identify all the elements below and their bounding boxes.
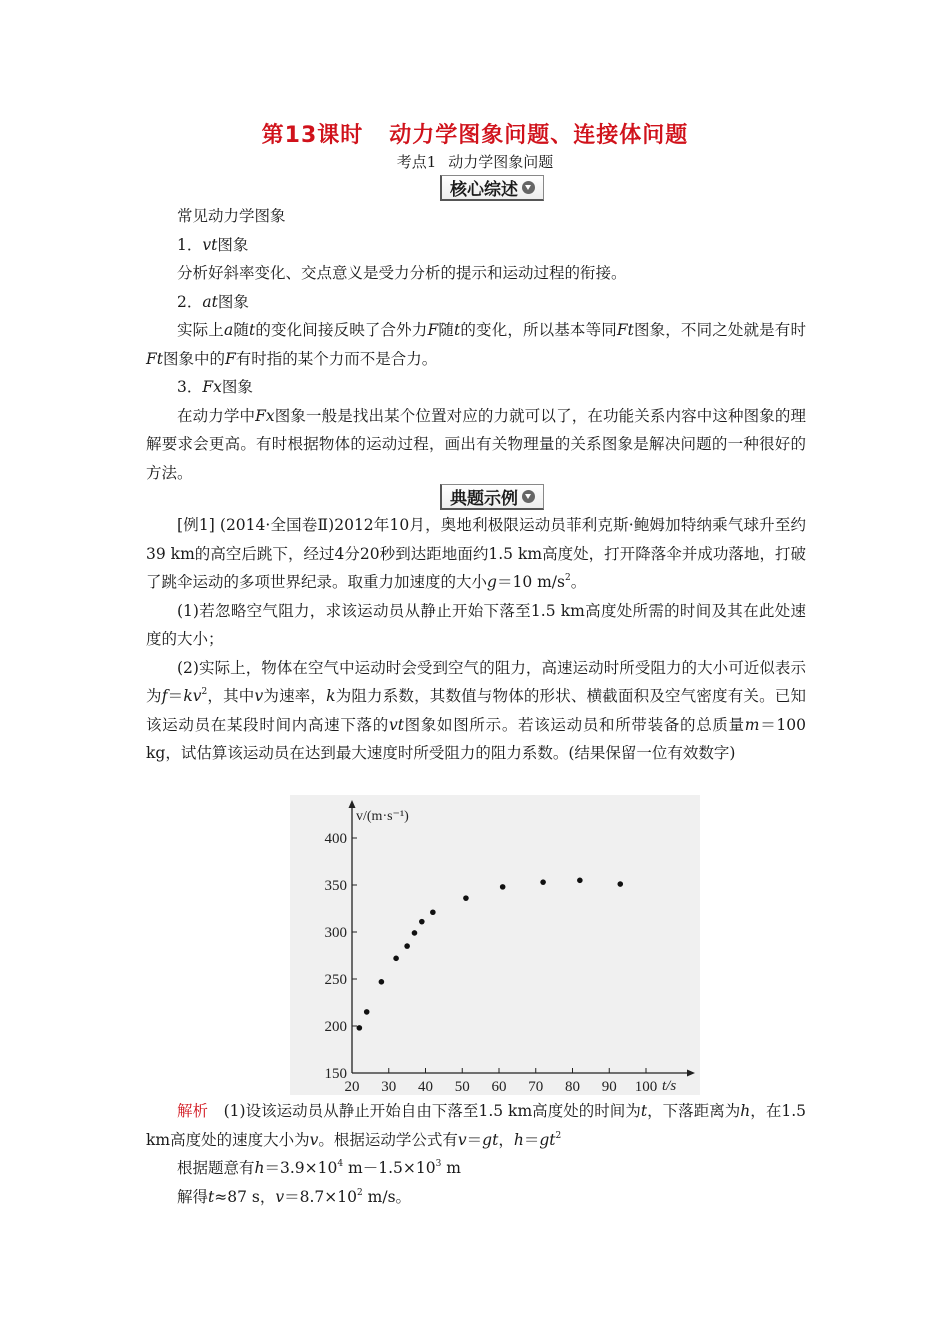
exam-point-name: 动力学图象问题 [448,153,554,171]
chevron-down-icon [522,181,535,194]
y-tick-label: 400 [324,831,347,847]
x-tick-label: 50 [454,1079,470,1095]
data-point [430,909,436,915]
question-2: (2)实际上，物体在空气中运动时会受到空气的阻力，高速运动时所受阻力的大小可近似表示为$f=kv^2$，其中v为速率，k为阻力系数，其数值与物体的形状、横截面积及空气密度有关。已知该运动员在某段时间内高速下落的vt图象如图所示。若该运动员和所带装备的总质量m＝100 kg，试估算该运动员在达到最大速度时所受阻力的阻力系数。(结果保留一位有效数字) [146,658,806,762]
item-1-heading: 1．vt图象 [177,235,249,254]
chevron-down-icon [522,490,535,503]
lesson-number: 第13课时 [261,123,364,148]
data-point [540,879,546,885]
x-tick-label: 20 [344,1079,360,1095]
section-heading-label: 核心综述 [450,180,518,200]
x-axis-label: t/s [662,1078,677,1094]
data-point [577,878,583,884]
example-problem [146,511,806,768]
example-statement: [例1] (2014·全国卷Ⅱ)2012年10月，奥地利极限运动员菲利克斯·鲍姆加特纳乘气球升至约39 km的高空后跳下，经过4分20秒到达距地面约1.5 km高度处，打开降落伞并成功落地，打破了跳伞运动的多项世界纪录。取重力加速度的大小g＝10 $m/s^2$。 [146,516,806,591]
data-point [419,919,425,925]
data-point [617,881,623,887]
y-tick-label: 150 [324,1066,347,1082]
item-1-text: 分析好斜率变化、交点意义是受力分析的提示和运动过程的衔接。 [177,264,627,282]
data-point [412,930,418,936]
lesson-title [0,118,950,149]
example-label: [例1] [177,516,215,534]
item-2-text: 实际上a随t的变化间接反映了合外力F随t的变化，所以基本等同Ft图象，不同之处就是有时Ft图象中的F有时指的某个力而不是合力。 [146,321,806,368]
x-tick-label: 90 [601,1079,617,1095]
item-2-heading: 2．at图象 [177,292,249,311]
data-point [463,895,469,901]
y-tick-label: 200 [324,1019,347,1035]
section-heading-examples [440,484,544,510]
item-3-heading: 3．Fx图象 [177,378,253,396]
exam-point-number: 考点1 [396,153,437,171]
lesson-topic: 动力学图象问题、连接体问题 [389,123,689,148]
solution [146,1097,806,1211]
y-tick-label: 350 [324,878,347,894]
x-tick-label: 70 [528,1079,544,1095]
x-tick-label: 30 [381,1079,397,1095]
solution-line-2: 根据题意有$h=3.9\times 10^4$ $m-1.5\times 10^3$ m [177,1159,461,1177]
solution-line-3: 解得t≈87 s，$v=8.7\times 10^2$ m/s。 [177,1187,412,1206]
section-heading-label: 典题示例 [450,489,518,509]
data-point [393,956,399,962]
x-tick-label: 100 [634,1079,658,1095]
x-tick-label: 80 [565,1079,580,1095]
data-point [379,979,385,985]
x-tick-label: 40 [418,1079,433,1095]
data-point [364,1009,370,1015]
core-intro: 常见动力学图象 [177,207,286,225]
data-point [357,1025,363,1031]
y-axis-label: v/(m·s⁻¹) [356,809,409,824]
solution-label: 解析 [177,1102,209,1120]
exam-point-subtitle [0,151,950,172]
question-1: (1)若忽略空气阻力，求该运动员从静止开始下落至1.5 km高度处所需的时间及其在此处速度的大小； [146,601,806,648]
solution-line-1: 解析 (1)设该运动员从静止开始自由下落至1.5 km高度处的时间为t，下落距离为h，在1.5 km高度处的速度大小为v。根据运动学公式有v＝gt，$h=gt^2$ [146,1102,806,1149]
data-point [500,884,506,890]
velocity-time-chart [290,795,700,1095]
core-summary [146,202,806,487]
y-tick-label: 300 [324,925,347,941]
section-heading-core [440,175,544,201]
item-3-text: 在动力学中Fx图象一般是找出某个位置对应的力就可以了，在功能关系内容中这种图象的理解要求会更高。有时根据物体的运动过程，画出有关物理量的关系图象是解决问题的一种很好的方法。 [146,406,806,482]
data-point [404,943,410,949]
y-tick-label: 250 [324,972,347,988]
x-tick-label: 60 [491,1079,507,1095]
